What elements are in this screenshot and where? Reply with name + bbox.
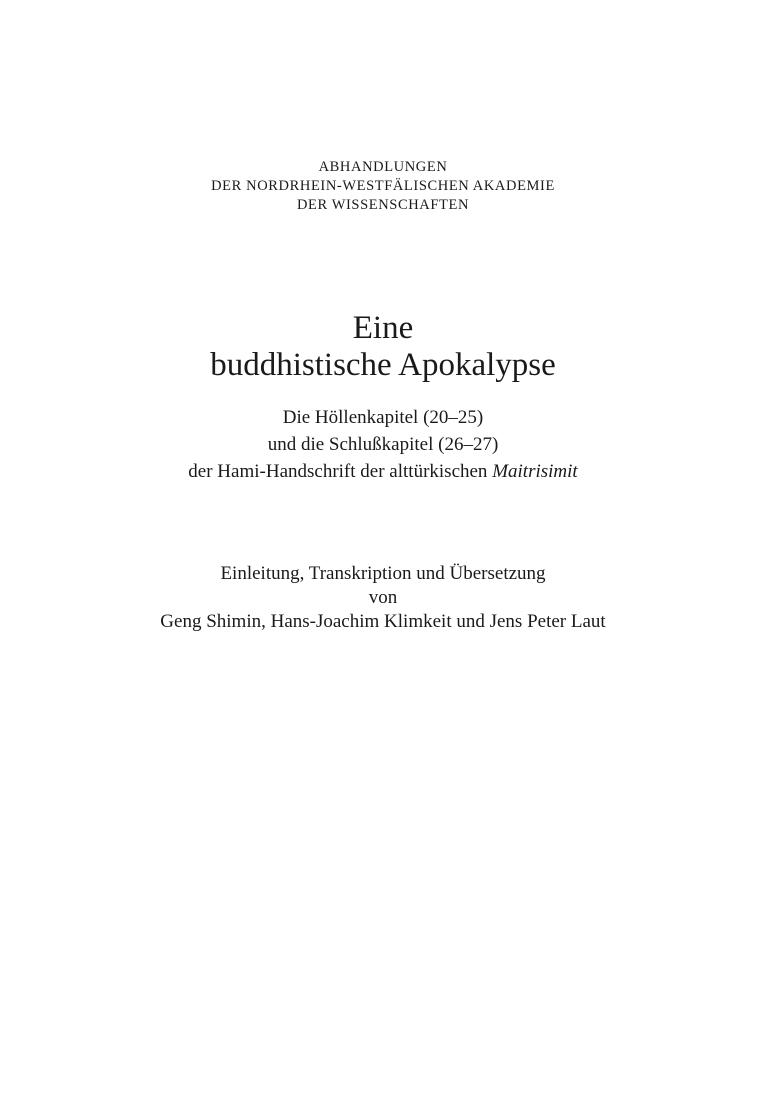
subtitle-line-1: Die Höllenkapitel (20–25) xyxy=(282,407,484,428)
subtitle-line-3-text: der Hami-Handschrift der alttürkischen xyxy=(188,461,493,482)
subtitle-line-3 xyxy=(0,458,766,485)
book-subtitle xyxy=(0,404,766,485)
subtitle-italic-term: Maitrisimit xyxy=(492,461,578,482)
series-heading xyxy=(0,158,766,215)
credits-line-1: Einleitung, Transkription und Übersetzung xyxy=(220,563,546,584)
subtitle-line-2: und die Schlußkapitel (26–27) xyxy=(267,434,499,455)
title-line-1: Eine xyxy=(352,310,414,346)
series-line-1: ABHANDLUNGEN xyxy=(318,159,448,175)
credits-line-2: von xyxy=(368,587,398,608)
credits-authors: Geng Shimin, Hans-Joachim Klimkeit und Jens Peter Laut xyxy=(160,611,606,632)
title-line-2: buddhistische Apokalypse xyxy=(210,347,556,383)
series-line-2: DER NORDRHEIN-WESTFÄLISCHEN AKADEMIE xyxy=(211,178,555,194)
credits xyxy=(0,562,766,634)
series-line-3: DER WISSENSCHAFTEN xyxy=(296,197,470,213)
book-title xyxy=(0,310,766,384)
